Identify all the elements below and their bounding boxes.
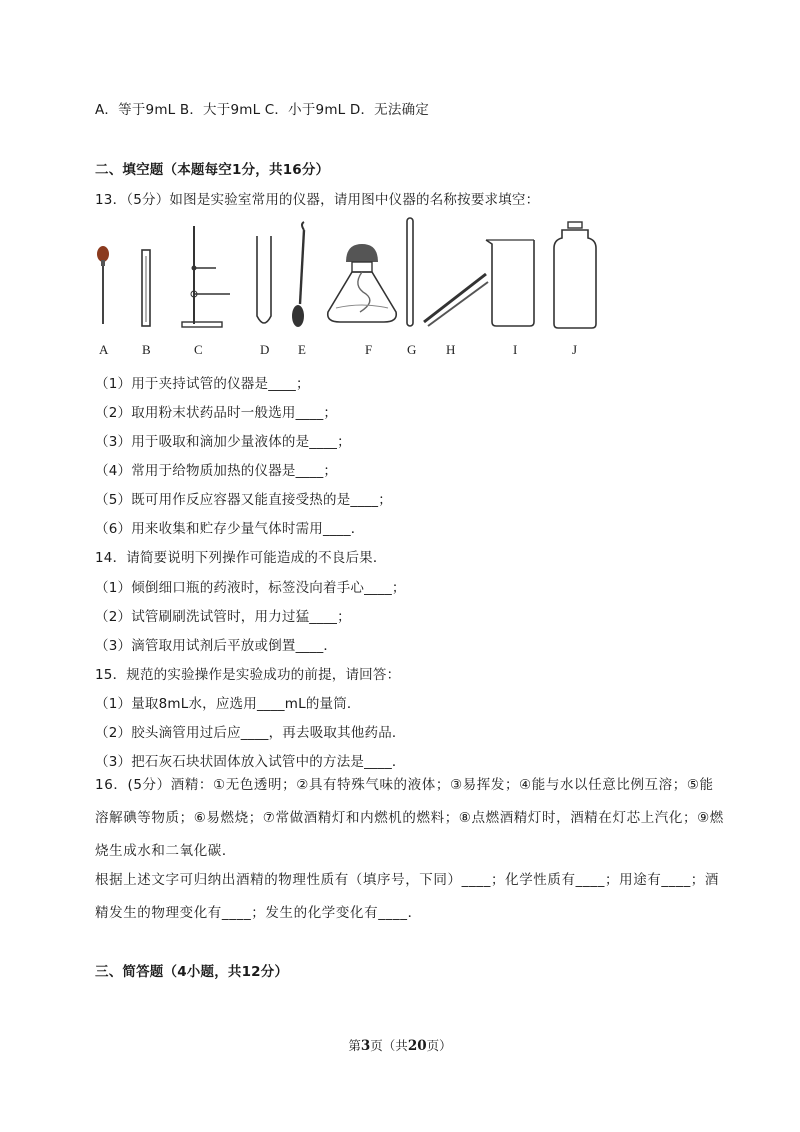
beaker-icon bbox=[486, 240, 534, 326]
figure-label-d: D bbox=[260, 342, 270, 357]
figure-label-h: H bbox=[446, 342, 456, 357]
figure-label-c: C bbox=[194, 342, 203, 357]
lab-apparatus-figure bbox=[90, 212, 610, 362]
q13-item-4: （4）常用于给物质加热的仪器是____； bbox=[95, 463, 338, 479]
figure-label-f: F bbox=[365, 342, 373, 357]
figure-label-a: A bbox=[99, 342, 109, 357]
figure-label-i: I bbox=[513, 342, 518, 357]
q13-item-3: （3）用于吸取和滴加少量液体的是____； bbox=[95, 434, 351, 450]
q14-item-3: （3）滴管取用试剂后平放或倒置____． bbox=[95, 638, 338, 654]
figure-label-g: G bbox=[407, 342, 417, 357]
q13-item-6: （6）用来收集和贮存少量气体时需用____． bbox=[95, 521, 365, 537]
q15-stem: 15．规范的实验操作是实验成功的前提，请回答： bbox=[95, 667, 401, 683]
iron-stand-icon bbox=[182, 226, 230, 327]
footer-page-number: 3 bbox=[360, 1038, 371, 1054]
combustion-spoon-icon bbox=[292, 222, 304, 327]
footer-prefix: 第 bbox=[348, 1038, 361, 1053]
glass-rod-icon bbox=[407, 218, 413, 326]
q16-paragraph: 16．(5分）酒精：①无色透明；②具有特殊气味的液体；③易挥发；④能与水以任意比例互溶；⑤能溶解碘等物质；⑥易燃烧；⑦常做酒精灯和内燃机的燃料；⑧点燃酒精灯时，酒精在灯芯上汽化；⑨燃烧生成水和二氧化碳． bbox=[95, 777, 724, 859]
q12-options: A．等于9mL B．大于9mL C．小于9mL D．无法确定 bbox=[95, 102, 429, 118]
q13-stem: 13．（5分）如图是实验室常用的仪器，请用图中仪器的名称按要求填空： bbox=[95, 192, 540, 208]
footer-suffix: 页） bbox=[426, 1038, 452, 1053]
test-tube-icon bbox=[257, 236, 271, 323]
section2-title: 二、填空题（本题每空1分，共16分） bbox=[95, 162, 330, 178]
medicine-spoon-icon bbox=[142, 250, 150, 326]
q16-question: 根据上述文字可归纳出酒精的物理性质有（填序号，下同）____；化学性质有____；用途有____；酒精发生的物理变化有____；发生的化学变化有____． bbox=[95, 872, 719, 921]
q13-item-5: （5）既可用作反应容器又能直接受热的是____； bbox=[95, 492, 392, 508]
q14-stem: 14．请简要说明下列操作可能造成的不良后果． bbox=[95, 550, 387, 566]
alcohol-lamp-icon bbox=[328, 244, 397, 322]
tweezers-icon bbox=[424, 274, 488, 326]
figure-label-j: J bbox=[572, 342, 578, 357]
section3-title: 三、简答题（4小题，共12分） bbox=[95, 964, 289, 980]
footer-total-pages: 20 bbox=[407, 1038, 427, 1054]
figure-label-b: B bbox=[142, 342, 151, 357]
q14-item-1: （1）倾倒细口瓶的药液时，标签没向着手心____； bbox=[95, 580, 406, 596]
dropper-icon bbox=[97, 246, 109, 324]
page-footer bbox=[0, 1036, 800, 1054]
gas-collecting-bottle-icon bbox=[554, 222, 596, 328]
q15-item-1: （1）量取8mL水，应选用____mL的量筒． bbox=[95, 696, 361, 712]
footer-mid: 页（共 bbox=[370, 1038, 408, 1053]
q15-item-3: （3）把石灰石块状固体放入试管中的方法是____． bbox=[95, 754, 406, 770]
q15-item-2: （2）胶头滴管用过后应____，再去吸取其他药品． bbox=[95, 725, 406, 741]
q13-item-1: （1）用于夹持试管的仪器是____； bbox=[95, 376, 310, 392]
q14-item-2: （2）试管刷刷洗试管时，用力过猛____； bbox=[95, 609, 351, 625]
q13-item-2: （2）取用粉末状药品时一般选用____； bbox=[95, 405, 338, 421]
figure-label-e: E bbox=[298, 342, 306, 357]
